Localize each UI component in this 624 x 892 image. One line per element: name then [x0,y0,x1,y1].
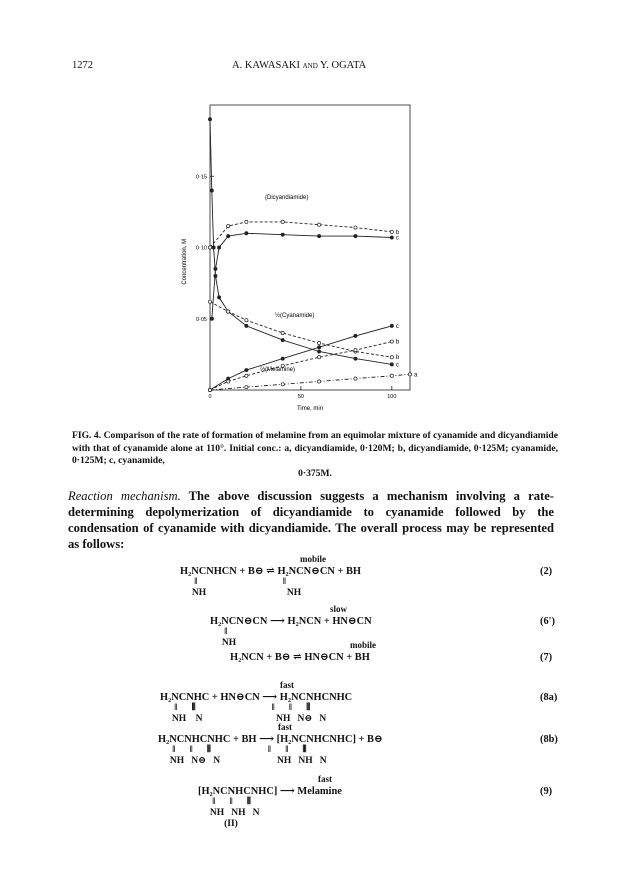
caption-line-4: 0·375M. [298,467,332,479]
data-point-dicyandiamide-c [217,246,220,249]
data-point-dicyandiamide-c [245,232,248,235]
data-point-melamine-b [227,380,230,383]
data-point-dicyandiamide-c [210,317,213,320]
equation-number: (2) [540,566,553,577]
data-point-dicyandiamide-c [281,233,284,236]
series-label: c [395,235,399,242]
caption-line-3: dicyandiamide, 0·120M; b, dicyandiamide, 0·125M; cyanamide, 0·125M; c, cyanamide, [72,442,558,467]
data-point-cyanamide-c [317,350,320,353]
data-point-melamine-a [281,383,284,386]
series-label: a [414,372,418,379]
equation-substituents: ‖ ⫴ ‖ ‖ ⫴ NH N NH N⊖ N [171,703,327,724]
figure-4-chart [160,95,430,420]
caption-line-2: of cyanamide and dicyandiamide with that of cyanamide alone at 110°. Initial conc.: a, [72,430,558,454]
data-point-cyanamide-b [245,319,248,322]
plot-frame [210,105,410,390]
data-point-cyanamide-c [212,246,215,249]
chart-annotation: (Dicyandiamide) [265,195,309,201]
reaction-condition: mobile [300,554,326,564]
data-point-melamine-a [208,388,211,391]
equation-substituents: ‖ ‖ NH NH [191,577,302,598]
chart-annotation: ⅔(Melamine) [260,367,296,373]
plot-border [210,105,410,390]
axis-ticks [182,174,396,412]
series-label: b [395,355,400,362]
data-point-dicyandiamide-b [354,226,357,229]
equation-substituents: ‖ ‖ ⫴ ‖ ‖ ⫴ NH N⊖ N NH NH N [169,745,327,766]
series-line-melamine-c [210,326,392,390]
data-point-melamine-c [354,334,357,337]
data-point-melamine-a [390,374,393,377]
data-point-dicyandiamide-c [354,235,357,238]
data-point-melamine-a [317,380,320,383]
reaction-condition: mobile [350,640,376,650]
page-number: 1272 [72,60,93,71]
x-tick-label: 100 [387,394,397,400]
data-point-cyanamide-c [210,189,213,192]
data-point-dicyandiamide-b [208,246,211,249]
x-tick-label: 50 [297,394,304,400]
equation-substituents: ‖ ‖ ⫴ NH NH N (II) [209,797,260,829]
equation-body: [H₂NCNHCNHC] ⟶ Melamine [198,786,342,797]
section-heading: Reaction mechanism. [68,489,181,503]
running-title: A. KAWASAKI and Y. OGATA [232,60,367,71]
data-point-cyanamide-c [390,363,393,366]
equation-number: (9) [540,786,553,797]
equation-number: (6') [540,616,556,627]
y-tick-label: 0·15 [195,174,207,181]
chart-series [208,118,418,392]
equation-body: H₂NCNHC + HN⊖CN ⟶ H₂NCNHCNHC [160,692,353,703]
data-point-cyanamide-c [245,324,248,327]
data-point-melamine-c [317,346,320,349]
y-tick-label: 0·10 [195,245,207,252]
reaction-condition: fast [280,680,294,690]
reaction-condition: fast [318,774,332,784]
series-line-dicyandiamide-c [212,233,392,318]
series-label: b [395,339,400,346]
data-point-dicyandiamide-c [227,235,230,238]
series-line-cyanamide-c [210,119,392,364]
data-point-dicyandiamide-b [317,223,320,226]
data-point-dicyandiamide-b [227,225,230,228]
data-point-cyanamide-b [317,341,320,344]
equation-substituents: ‖ NH [221,627,237,648]
data-point-melamine-b [354,349,357,352]
data-point-melamine-c [281,357,284,360]
data-point-dicyandiamide-b [390,230,393,233]
y-axis-label: Concentration, M [182,238,188,285]
series-label: c [395,362,399,369]
data-point-melamine-a [245,386,248,389]
data-point-melamine-a [354,377,357,380]
data-point-dicyandiamide-b [281,220,284,223]
equation-number: (8b) [540,734,558,745]
data-point-melamine-b [317,356,320,359]
data-point-cyanamide-b [390,356,393,359]
data-point-melamine-c [245,368,248,371]
equation-number: (7) [540,652,553,663]
data-point-cyanamide-c [281,339,284,342]
caption-line-1: FIG. 4. Comparison of the rate of formation of melamine from an equimolar mixture [72,430,421,441]
data-point-dicyandiamide-c [317,235,320,238]
data-point-cyanamide-c [354,357,357,360]
equation-body: H₂NCNHCN + B⊖ ⇌ H₂NCN⊖CN + BH [180,566,362,577]
equation-body: H₂NCNHCNHC + BH ⟶ [H₂NCNHCNHC] + B⊖ [158,734,383,745]
equation-number: (8a) [540,692,558,703]
reaction-condition: fast [278,722,292,732]
series-line-melamine-a [210,374,410,390]
figure-caption [72,430,558,480]
data-point-melamine-b [390,340,393,343]
data-point-melamine-b [245,374,248,377]
series-label: b [395,229,400,236]
data-point-cyanamide-c [217,296,220,299]
equation-body: H₂NCN⊖CN ⟶ H₂NCN + HN⊖CN [210,616,372,627]
reaction-condition: slow [330,604,348,614]
data-point-cyanamide-b [208,300,211,303]
paragraph-text: The above discussion suggests a mechanism involving a rate-determining depolymerization of dicyandiamide to cyanamide followed by the condensation of cyanamide with dicyandiamide. The overall process may be represented as follows: [68,489,554,551]
chart-annotation: ½(Cyanamide) [275,313,315,319]
equation-body: H₂NCN + B⊖ ⇌ HN⊖CN + BH [230,652,370,663]
data-point-cyanamide-b [281,331,284,334]
data-point-melamine-a [408,373,411,376]
data-point-cyanamide-c [208,118,211,121]
data-point-dicyandiamide-c [390,236,393,239]
series-label: c [395,323,399,330]
x-tick-label: 0 [208,394,212,400]
data-point-cyanamide-c [214,274,217,277]
body-paragraph [68,488,554,552]
data-point-melamine-c [390,324,393,327]
x-axis-label: Time, min [296,406,324,412]
series-line-cyanamide-b [210,302,392,358]
data-point-cyanamide-b [227,310,230,313]
y-tick-label: 0·05 [195,316,207,323]
data-point-dicyandiamide-b [245,220,248,223]
chart-labels [260,195,314,373]
